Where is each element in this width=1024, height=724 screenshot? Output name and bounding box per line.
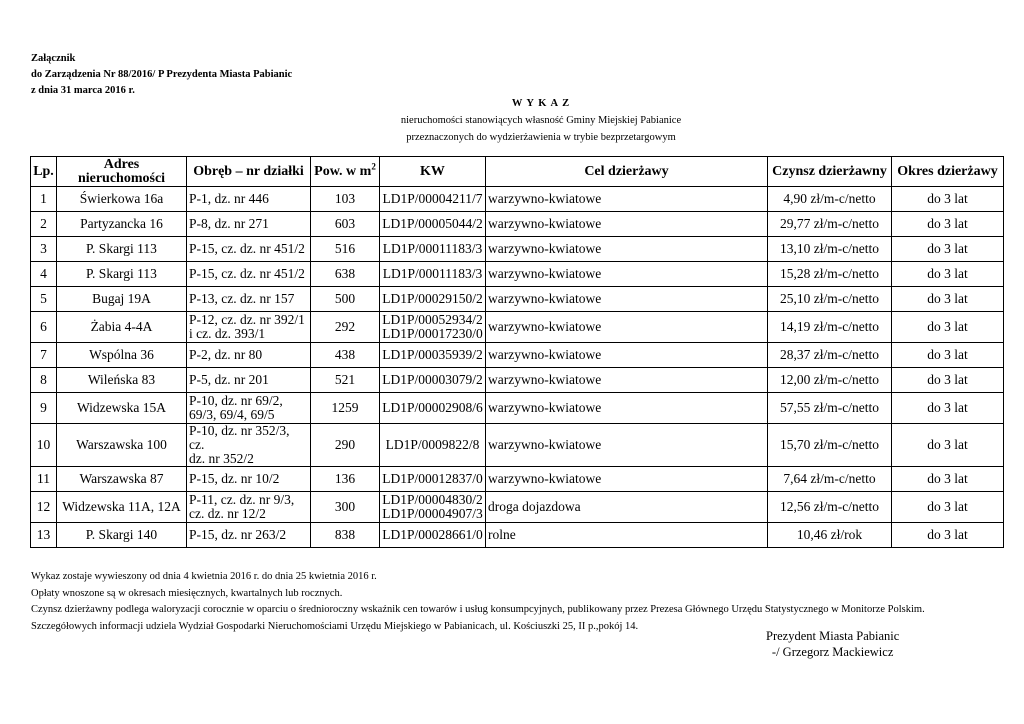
cell-lp: 6 <box>31 312 57 343</box>
cell-lp: 2 <box>31 212 57 237</box>
header-lp: Lp. <box>31 157 57 187</box>
cell-period: do 3 lat <box>892 187 1004 212</box>
header-rent: Czynsz dzierżawny <box>768 157 892 187</box>
table-row <box>31 467 1004 492</box>
cell-kw-line: LD1P/00004907/3 <box>382 506 483 521</box>
cell-kw: LD1P/00029150/2 <box>380 287 486 312</box>
cell-purpose: warzywno-kwiatowe <box>486 262 768 287</box>
cell-kw-line: LD1P/00052934/2 <box>382 312 483 327</box>
cell-area: 300 <box>311 492 380 523</box>
signature-name: -/ Grzegorz Mackiewicz <box>771 645 894 659</box>
cell-area: 292 <box>311 312 380 343</box>
title-wykaz: W Y K A Z <box>511 98 571 109</box>
cell-plot: P-15, cz. dz. nr 451/2 <box>187 237 311 262</box>
table-row <box>31 187 1004 212</box>
cell-address: Wspólna 36 <box>57 343 187 368</box>
cell-lp: 10 <box>31 424 57 467</box>
cell-period: do 3 lat <box>892 368 1004 393</box>
cell-plot <box>187 312 311 343</box>
table-body <box>31 187 1004 548</box>
cell-address: Wileńska 83 <box>57 368 187 393</box>
cell-plot <box>187 393 311 424</box>
cell-kw <box>380 492 486 523</box>
cell-lp: 7 <box>31 343 57 368</box>
cell-rent: 12,00 zł/m-c/netto <box>768 368 892 393</box>
cell-address: Bugaj 19A <box>57 287 187 312</box>
cell-plot: P-1, dz. nr 446 <box>187 187 311 212</box>
cell-kw <box>380 312 486 343</box>
cell-plot-line: P-11, cz. dz. nr 9/3, <box>189 492 295 507</box>
footer-line-3: Czynsz dzierżawny podlega waloryzacji corocznie w oparciu o średnioroczny wskaźnik cen towarów i usług konsumpcyjnych, publikowany przez Prezesa Głównego Urzędu Statystycznego w Monitorze Polskim. <box>31 604 925 615</box>
cell-plot: P-15, dz. nr 263/2 <box>187 523 311 548</box>
cell-kw: LD1P/00035939/2 <box>380 343 486 368</box>
cell-plot-line: cz. dz. nr 12/2 <box>189 506 266 521</box>
property-table <box>30 156 1004 548</box>
header-area <box>311 157 380 187</box>
cell-plot: P-2, dz. nr 80 <box>187 343 311 368</box>
cell-kw: LD1P/00002908/6 <box>380 393 486 424</box>
cell-lp: 3 <box>31 237 57 262</box>
cell-lp: 13 <box>31 523 57 548</box>
cell-kw: LD1P/00004211/7 <box>380 187 486 212</box>
cell-plot <box>187 492 311 523</box>
title-line-2: przeznaczonych do wydzierżawienia w trybie bezprzetargowym <box>406 132 676 143</box>
cell-rent: 12,56 zł/m-c/netto <box>768 492 892 523</box>
cell-address: Świerkowa 16a <box>57 187 187 212</box>
cell-area: 838 <box>311 523 380 548</box>
cell-purpose: warzywno-kwiatowe <box>486 368 768 393</box>
cell-period: do 3 lat <box>892 523 1004 548</box>
signature-title: Prezydent Miasta Pabianic <box>766 629 900 643</box>
cell-purpose: warzywno-kwiatowe <box>486 424 768 467</box>
cell-lp: 8 <box>31 368 57 393</box>
cell-plot-line: dz. nr 352/2 <box>189 451 254 466</box>
table-row <box>31 523 1004 548</box>
cell-kw: LD1P/00012837/0 <box>380 467 486 492</box>
cell-plot-line: 69/3, 69/4, 69/5 <box>189 407 275 422</box>
table-row <box>31 393 1004 424</box>
cell-plot <box>187 424 311 467</box>
cell-address: Partyzancka 16 <box>57 212 187 237</box>
table-header-row <box>31 157 1004 187</box>
cell-kw-line: LD1P/00017230/0 <box>382 326 483 341</box>
footer-line-1: Wykaz zostaje wywieszony od dnia 4 kwietnia 2016 r. do dnia 25 kwietnia 2016 r. <box>31 571 377 582</box>
table-row <box>31 312 1004 343</box>
cell-kw: LD1P/00028661/0 <box>380 523 486 548</box>
header-ordinance: do Zarządzenia Nr 88/2016/ P Prezydenta Miasta Pabianic <box>31 69 293 80</box>
cell-kw: LD1P/00005044/2 <box>380 212 486 237</box>
cell-lp: 11 <box>31 467 57 492</box>
cell-kw-line: LD1P/00004830/2 <box>382 492 483 507</box>
header-date: z dnia 31 marca 2016 r. <box>31 85 135 96</box>
cell-period: do 3 lat <box>892 262 1004 287</box>
cell-address: P. Skargi 113 <box>57 237 187 262</box>
cell-period: do 3 lat <box>892 393 1004 424</box>
cell-purpose: warzywno-kwiatowe <box>486 287 768 312</box>
cell-period: do 3 lat <box>892 467 1004 492</box>
cell-purpose: warzywno-kwiatowe <box>486 237 768 262</box>
cell-rent: 4,90 zł/m-c/netto <box>768 187 892 212</box>
cell-plot-line: P-10, dz. nr 69/2, <box>189 393 283 408</box>
cell-plot: P-15, cz. dz. nr 451/2 <box>187 262 311 287</box>
cell-rent: 14,19 zł/m-c/netto <box>768 312 892 343</box>
cell-lp: 12 <box>31 492 57 523</box>
cell-area: 103 <box>311 187 380 212</box>
header-area-sup: 2 <box>371 160 376 171</box>
cell-area: 500 <box>311 287 380 312</box>
cell-rent: 57,55 zł/m-c/netto <box>768 393 892 424</box>
cell-lp: 1 <box>31 187 57 212</box>
cell-rent: 25,10 zł/m-c/netto <box>768 287 892 312</box>
cell-purpose: warzywno-kwiatowe <box>486 467 768 492</box>
cell-address: P. Skargi 140 <box>57 523 187 548</box>
document-footer <box>31 569 925 635</box>
cell-kw: LD1P/0009822/8 <box>380 424 486 467</box>
cell-area: 516 <box>311 237 380 262</box>
header-plot: Obręb – nr działki <box>187 157 311 187</box>
table-row <box>31 237 1004 262</box>
cell-rent: 28,37 zł/m-c/netto <box>768 343 892 368</box>
cell-address: Żabia 4-4A <box>57 312 187 343</box>
cell-purpose: warzywno-kwiatowe <box>486 343 768 368</box>
table-row <box>31 287 1004 312</box>
header-purpose: Cel dzierżawy <box>486 157 768 187</box>
cell-purpose: warzywno-kwiatowe <box>486 393 768 424</box>
header-kw: KW <box>380 157 486 187</box>
cell-lp: 4 <box>31 262 57 287</box>
cell-period: do 3 lat <box>892 424 1004 467</box>
cell-area: 438 <box>311 343 380 368</box>
document-title <box>0 95 1024 146</box>
cell-plot-line: P-10, dz. nr 352/3, cz. <box>189 423 290 452</box>
header-period: Okres dzierżawy <box>892 157 1004 187</box>
header-attachment: Załącznik <box>31 53 76 64</box>
cell-period: do 3 lat <box>892 237 1004 262</box>
cell-purpose: warzywno-kwiatowe <box>486 312 768 343</box>
cell-kw: LD1P/00011183/3 <box>380 262 486 287</box>
cell-area: 638 <box>311 262 380 287</box>
cell-period: do 3 lat <box>892 287 1004 312</box>
cell-purpose: warzywno-kwiatowe <box>486 212 768 237</box>
cell-rent: 29,77 zł/m-c/netto <box>768 212 892 237</box>
cell-rent: 10,46 zł/rok <box>768 523 892 548</box>
cell-address: Warszawska 100 <box>57 424 187 467</box>
cell-address: P. Skargi 113 <box>57 262 187 287</box>
cell-area: 1259 <box>311 393 380 424</box>
cell-plot-line: i cz. dz. 393/1 <box>189 326 266 341</box>
signature-block <box>766 628 899 660</box>
table-row <box>31 368 1004 393</box>
cell-kw: LD1P/00011183/3 <box>380 237 486 262</box>
cell-period: do 3 lat <box>892 312 1004 343</box>
cell-rent: 15,28 zł/m-c/netto <box>768 262 892 287</box>
cell-area: 521 <box>311 368 380 393</box>
cell-address: Widzewska 15A <box>57 393 187 424</box>
cell-period: do 3 lat <box>892 343 1004 368</box>
cell-lp: 9 <box>31 393 57 424</box>
table-row <box>31 424 1004 467</box>
cell-address: Widzewska 11A, 12A <box>57 492 187 523</box>
cell-purpose: droga dojazdowa <box>486 492 768 523</box>
cell-address: Warszawska 87 <box>57 467 187 492</box>
cell-plot: P-8, dz. nr 271 <box>187 212 311 237</box>
cell-purpose: rolne <box>486 523 768 548</box>
cell-plot: P-5, dz. nr 201 <box>187 368 311 393</box>
cell-plot-line: P-12, cz. dz. nr 392/1 <box>189 312 305 327</box>
table-row <box>31 492 1004 523</box>
table-row <box>31 262 1004 287</box>
header-address: Adres nieruchomości <box>57 157 187 187</box>
cell-period: do 3 lat <box>892 492 1004 523</box>
cell-plot: P-15, dz. nr 10/2 <box>187 467 311 492</box>
cell-area: 136 <box>311 467 380 492</box>
title-line-1: nieruchomości stanowiących własność Gminy Miejskiej Pabianice <box>400 115 682 126</box>
cell-kw: LD1P/00003079/2 <box>380 368 486 393</box>
table-row <box>31 212 1004 237</box>
table-row <box>31 343 1004 368</box>
document-header <box>31 51 292 99</box>
cell-rent: 15,70 zł/m-c/netto <box>768 424 892 467</box>
cell-period: do 3 lat <box>892 212 1004 237</box>
cell-rent: 7,64 zł/m-c/netto <box>768 467 892 492</box>
footer-line-2: Opłaty wnoszone są w okresach miesięcznych, kwartalnych lub rocznych. <box>31 587 343 599</box>
cell-area: 290 <box>311 424 380 467</box>
cell-area: 603 <box>311 212 380 237</box>
cell-plot: P-13, cz. dz. nr 157 <box>187 287 311 312</box>
cell-rent: 13,10 zł/m-c/netto <box>768 237 892 262</box>
header-area-label: Pow. w m <box>314 163 372 179</box>
cell-purpose: warzywno-kwiatowe <box>486 187 768 212</box>
cell-lp: 5 <box>31 287 57 312</box>
footer-line-4: Szczegółowych informacji udziela Wydział Gospodarki Nieruchomościami Urzędu Miejskiego w Pabianicach, ul. Kościuszki 25, II p.,pokój 14. <box>31 620 639 632</box>
